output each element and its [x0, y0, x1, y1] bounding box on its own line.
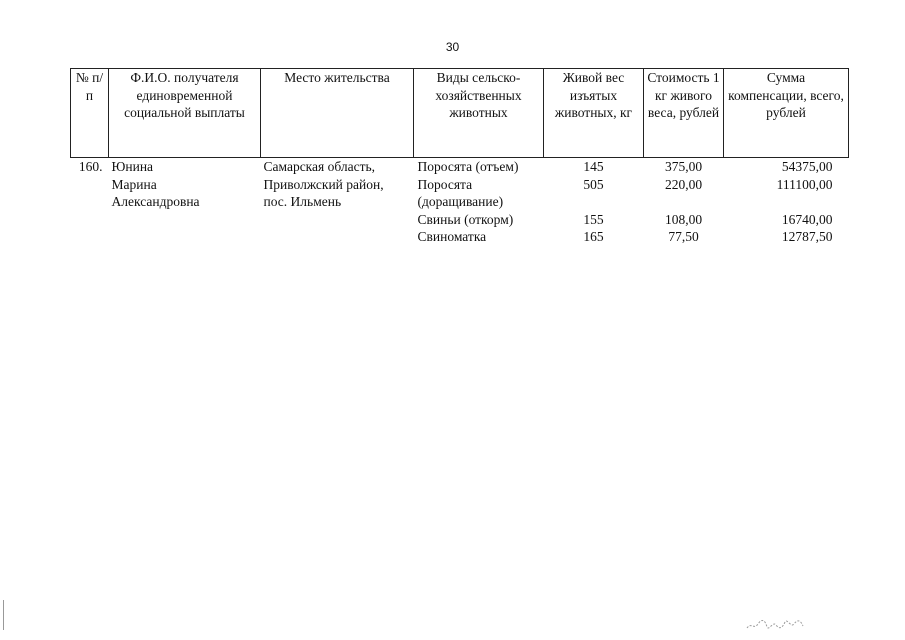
animal-type: Свиньи (откорм)	[417, 211, 514, 227]
recipient-name-line-3: Александровна	[111, 194, 200, 209]
compensation-total: 12787,50	[781, 229, 833, 244]
live-weight: 155	[583, 211, 604, 227]
residence-line-2: Приволжский район,	[263, 176, 384, 192]
live-weight: 165	[583, 229, 604, 244]
header-residence: Место жительства	[261, 69, 414, 158]
animal-type: Свиноматка	[417, 229, 487, 244]
compensation-total: 54375,00	[781, 159, 833, 174]
header-price: Стоимость 1 кг живого веса, рублей	[644, 69, 724, 158]
page-number: 30	[445, 40, 460, 54]
header-total: Сумма компенсации, всего, рублей	[724, 69, 849, 158]
recipient-name-line-2: Марина	[111, 176, 157, 192]
recipient-name-line-1: Юнина	[111, 159, 154, 174]
table-header-row	[71, 69, 849, 158]
price-per-kg: 77,50	[668, 229, 699, 244]
compensation-table	[70, 68, 849, 246]
table-row	[71, 211, 849, 229]
header-animal-type: Виды сельско-хозяйственных животных	[414, 69, 544, 158]
compensation-total: 111100,00	[776, 176, 833, 192]
price-per-kg: 220,00	[664, 176, 703, 192]
table-row	[71, 176, 849, 194]
scan-edge-mark	[3, 600, 4, 630]
live-weight: 505	[583, 176, 604, 192]
animal-type: Поросята (отъем)	[417, 159, 519, 174]
table-row	[71, 158, 849, 176]
table-row	[71, 228, 849, 246]
header-weight: Живой вес изъятых животных, кг	[544, 69, 644, 158]
live-weight: 145	[583, 159, 604, 174]
animal-type: Поросята (доращивание)	[417, 176, 504, 209]
compensation-total: 16740,00	[781, 211, 833, 227]
residence-line-3: пос. Ильмень	[263, 194, 342, 209]
price-per-kg: 375,00	[664, 159, 703, 174]
residence-line-1: Самарская область,	[263, 159, 376, 174]
price-per-kg: 108,00	[664, 211, 703, 227]
header-name: Ф.И.О. получателя единовременной социальной выплаты	[109, 69, 261, 158]
header-no: № п/п	[71, 69, 109, 158]
record-number: 160.	[78, 159, 103, 174]
signature-mark	[745, 612, 805, 634]
